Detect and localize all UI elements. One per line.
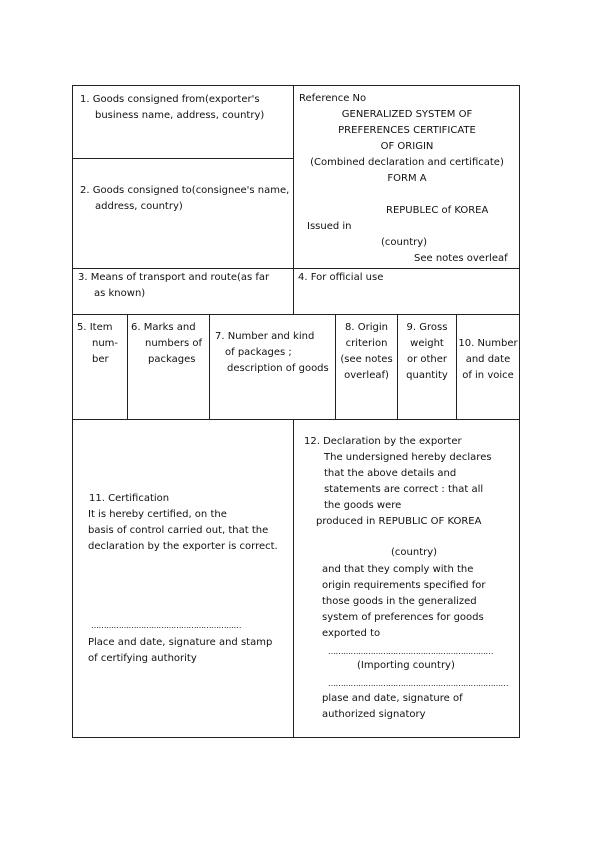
declaration-text: system of preferences for goods	[322, 612, 484, 623]
form-type: FORM A	[387, 173, 427, 184]
col6-header: packages	[148, 354, 196, 365]
box3-label: 3. Means of transport and route(as far	[78, 272, 270, 283]
declaration-signature-caption: authorized signatory	[322, 709, 426, 720]
col10-header: and date	[465, 354, 511, 365]
col5-header: ber	[92, 354, 109, 365]
certification-signature-caption: of certifying authority	[88, 653, 197, 664]
border-bottom	[72, 737, 520, 738]
country-caption: (country)	[381, 237, 428, 248]
col5-header: 5. Item	[77, 322, 113, 333]
col9-header: quantity	[406, 370, 448, 381]
certification-text: declaration by the exporter is correct.	[88, 541, 278, 552]
notes-overleaf: See notes overleaf	[414, 253, 508, 264]
importing-country-caption: (Importing country)	[357, 660, 455, 671]
col8-header: overleaf)	[344, 370, 389, 381]
col8-header: 8. Origin	[345, 322, 388, 333]
certificate-title-line2: PREFERENCES CERTIFICATE	[338, 125, 476, 136]
box2-label-cont: address, country)	[95, 201, 183, 212]
divider-row3	[72, 314, 520, 315]
certification-signature-caption: Place and date, signature and stamp	[88, 637, 273, 648]
reference-number-label: Reference No	[299, 93, 367, 104]
issued-in-label: Issued in	[307, 221, 352, 232]
divider-col5-6	[127, 314, 128, 419]
col8-header: criterion	[345, 338, 388, 349]
border-top	[72, 85, 520, 86]
col10-header: 10. Number	[458, 338, 518, 349]
certification-signature-line: ……………………………………………………	[91, 621, 241, 630]
box3-label-cont: as known)	[94, 288, 146, 299]
declaration-signature-line: ………………………………………………………………	[328, 679, 508, 688]
declaration-text: statements are correct : that all	[324, 484, 484, 495]
divider-box1-box2	[72, 158, 293, 159]
col8-header: (see notes	[340, 354, 393, 365]
certification-title: 11. Certification	[89, 493, 170, 504]
declaration-text: the goods were	[324, 500, 402, 511]
declaration-text: origin requirements specified for	[322, 580, 486, 591]
declaration-text: that the above details and	[324, 468, 457, 479]
col6-header: 6. Marks and	[131, 322, 196, 333]
declaration-text: exported to	[322, 628, 381, 639]
col7-header: description of goods	[227, 363, 329, 374]
col6-header: numbers of	[145, 338, 203, 349]
certificate-title-line1: GENERALIZED SYSTEM OF	[341, 109, 473, 120]
declaration-text: produced in REPUBLIC OF KOREA	[316, 516, 482, 527]
declaration-text: those goods in the generalized	[322, 596, 477, 607]
certificate-subtitle: (Combined declaration and certificate)	[310, 157, 504, 168]
certification-text: It is hereby certified, on the	[88, 509, 227, 520]
box4-label: 4. For official use	[298, 272, 384, 283]
col7-header: 7. Number and kind	[215, 331, 315, 342]
col9-header: or other	[406, 354, 448, 365]
col7-header: of packages ;	[225, 347, 292, 358]
box2-label: 2. Goods consigned to(consignee's name,	[80, 185, 290, 196]
col10-header: of in voice	[462, 370, 514, 381]
col5-header: num-	[92, 338, 119, 349]
divider-row4	[72, 419, 520, 420]
col9-header: weight	[410, 338, 444, 349]
issuing-country: REPUBLEC of KOREA	[386, 205, 489, 216]
declaration-text: and that they comply with the	[322, 564, 474, 575]
declaration-country-caption: (country)	[391, 547, 438, 558]
box1-label: 1. Goods consigned from(exporter's	[80, 94, 260, 105]
divider-lower-vertical	[293, 419, 294, 737]
importing-country-line: …………………………………………………………	[328, 647, 493, 656]
declaration-signature-caption: plase and date, signature of	[322, 693, 463, 704]
certificate-title-line3: OF ORIGIN	[380, 141, 434, 152]
divider-row2	[72, 268, 520, 269]
declaration-title: 12. Declaration by the exporter	[304, 436, 462, 447]
border-left	[72, 85, 73, 738]
box1-label-cont: business name, address, country)	[95, 110, 265, 121]
declaration-text: The undersigned hereby declares	[324, 452, 492, 463]
col9-header: 9. Gross	[406, 322, 448, 333]
certification-text: basis of control carried out, that the	[88, 525, 269, 536]
divider-col6-7	[209, 314, 210, 419]
